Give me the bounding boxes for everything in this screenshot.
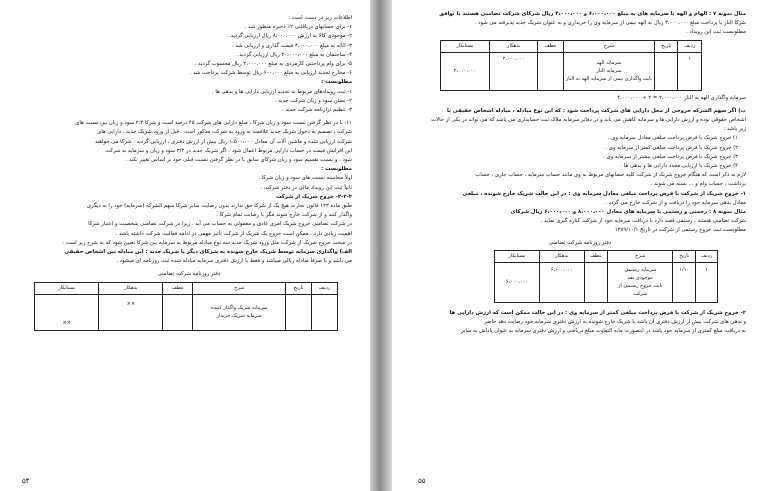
text-line: ۴- ساختمان به مبلغ ۲۰،۰۰۰،۰۰۰ ریال ارزیابی گردید . [235, 51, 352, 58]
case-item: ۲) خروج شریک با فرض پرداخت مبلغی کمتر از سرمایه وی . [605, 144, 738, 151]
text-line: ۱- ثبت رویدادهای مربوط به تجدید ارزیابی دارایی ها و بدهی ها . [212, 88, 352, 95]
desc-line: سرمایه الهه [596, 60, 622, 67]
col-header: تاریخ [673, 250, 696, 262]
cell-row-no [312, 294, 338, 330]
cell-desc [563, 52, 654, 90]
journal-title: دفتر روزنامه شرکت تضامنی [548, 239, 612, 246]
col-header: بستانکار [495, 250, 540, 262]
text-line: به دریافت مبلغ کمتری از سرمایه خود باشد در اینصورت مابه التفاوت مبلغ دریافتی و ارزش دفتری سرمایه به عنوان پاداش به سایر [461, 328, 746, 335]
cell-ref [584, 262, 608, 302]
desc-line: موجودی نقد [627, 275, 653, 282]
text-line: برداشت ، حساب وام و ... بسته می شوند . [650, 181, 746, 188]
col-header: شرح [563, 40, 654, 52]
cell-credit: ×× [35, 294, 99, 330]
text-line: شرکت ارزیابی شده و ماشین آلات آن معادل ۱،۵۰۰،۰۰۰ ریال بیش از ارزش دفتری ، ارزیابی گردید . شرکا می خواهند [94, 138, 352, 145]
col-header: تاریخ [286, 282, 312, 294]
text-line: ۶- مخارج تجدید ارزیابی به مبلغ ۶۰۰،۰۰۰ ریال توسط شرکت پرداخت شد . [189, 70, 352, 77]
section-b-heading: ب) اگر سهم الشرکه خروجی از محل دارایی های شرکت پرداخت شود : که این نوع مبادله ، مبادله اشخاص حقیقی با [446, 107, 746, 114]
text-line: واگذار کنند و از شرکت خارج شوند مگر با رضایت تمام شرکا . [216, 212, 352, 219]
text-line: مطلوبست ثبت خروج رستمی از شرکت در تاریخ ۱۳۸۹/۱۰/۱ [614, 227, 746, 234]
col-header: ردیف [312, 282, 338, 294]
case-item: ۴) خروج شریک با ارزیابی مجدد دارایی ها و بدهی ها . [620, 163, 738, 170]
note-line: سرمایه واگذاری الهه به الناز ۲،۰۰۰،۰۰۰ = ۲ ÷ ۴،۰۰۰،۰۰۰ [617, 94, 746, 101]
cell-row-no: ۱ [696, 262, 718, 302]
cell-credit: ۲،۰۰۰،۰۰۰ [441, 52, 490, 90]
col-header: شرح [193, 282, 286, 294]
journal-table-2 [494, 250, 718, 303]
col-header: شرح [608, 250, 673, 262]
journal-table-1 [440, 40, 702, 91]
col-header: بدهکار [99, 282, 163, 294]
col-header: عطف [538, 40, 563, 52]
text-line: و بدهی های شرکت بیش از ارزش دفتری آن باشد یا شریک خارج شونده به ارزش دفتری سرمایه خود رضایت دهد حاضر [484, 319, 746, 326]
text-line: الف) واگذاری سرمایه توسط شریک خارج شونده به شرکای دیگر یا شریک جدید : این مبادله بین اشخاص حقیقی [64, 249, 352, 256]
table-row [35, 294, 338, 330]
desc-line: سرمایه شریک خریدار [216, 313, 262, 320]
text-line: ۲- بستن سود و زیان شرکت جدید . [274, 97, 352, 104]
cell-ref [538, 52, 563, 90]
text-line: اشخاص حقوقی بوده و ارزش دارایی ها و سرمایه کاهش می یابد و در دفاتر سرمایه ملاک ثبت حسابداری می باشد که می تواند در یکی از حالات [431, 117, 746, 124]
text-line: شود ، و نسبت تقسیم سود و زیان شرکای سابق با در نظر گرفتن نسبت قبلی خود بر اساس تغییر نکند . [125, 157, 352, 164]
journal-header-row [495, 250, 718, 262]
left-page [0, 0, 370, 491]
desc-line: سرمایه رستمی [624, 267, 657, 274]
cell-row-no: ۱ [678, 52, 702, 90]
journal-table [34, 282, 338, 331]
text-line: طبق ماده ۱۲۳ قانون تجارت هیچ یک از شرکا حق ندارند بدون رضایت سایر شرکا سهم الشرکه (سرمایه) خود را به دیگری [86, 203, 352, 210]
cell-ref [163, 294, 193, 330]
col-header: بدهکار [539, 250, 584, 262]
text-line: ۳- تنظیم ترازنامه شرکت جدید . [282, 107, 352, 114]
text-line: در مبحث خروج شریک از شرکت مثل ورود شریک جدید سه نوع مبادله مربوط به سرمایه بین شرکا تعیین شود که به شرح زیر است : [62, 239, 352, 246]
desc-line: سرمایه شریک واگذار کننده [211, 305, 268, 312]
table-row [495, 262, 718, 302]
text-line: شرکا الناز با پرداخت مبلغ ۳،۰۰۰،۰۰۰ ریال به الهه نیمی از سرمایه وی را خریداری و به عنوان شریک جدید پذیرفته می شود . [474, 20, 746, 27]
text-line: اولاً محاسبه نسبت های سود و زیان شرکا . [258, 175, 352, 182]
table-row [441, 52, 702, 90]
page-number: ۵۴ [22, 477, 30, 485]
right-page [392, 0, 768, 491]
text-line: شرکت ، تصمیم به دخول شریک جدید علاقمند به ورود به شرکت مذکور است . قبل از ورود شریک جدید ، دارایی های [97, 129, 352, 136]
col-header: عطف [584, 250, 608, 262]
example-heading: مثال نمونه ۸ : رحمتی و رستمی با سرمایه های معادل ۸،۰۰۰،۰۰۰ و ۶،۰۰۰،۰۰۰ ریال شرکای [510, 209, 746, 216]
required-heading-2: مطلوبست : [321, 166, 352, 173]
section-heading: ۲-۲-۳- خروج شریک از شرکت [276, 193, 352, 200]
text-line: زیر باشد : [723, 126, 746, 133]
text-line: شرکت تضامنی هستند . رستمی قصد دارد با دریافت سرمایه خود از شرکت کناره گیری نماید . [540, 218, 746, 225]
cell-debit: ۲،۰۰۰،۰۰۰ [489, 52, 538, 90]
col-header: تاریخ [655, 40, 678, 52]
text-line: در شرکت تضامنی خروج شریک امری عادی و معمولی به حساب می آید . زیرا در شرکت تضامنی شخصیت و اعتبار شرکا [88, 221, 352, 228]
journal-title: دفتر روزنامه شرکت تضامنی [157, 271, 221, 278]
text-line: اهمیت زیادی دارد . ممکن است خروج یک شریک از شرکت تأثیر مهمی در ادامه فعالیت شرکت داشته باشد . [115, 230, 352, 237]
book-gutter [370, 0, 392, 491]
text-line: ۳- اثاثه به مبلغ ۳،۰۰۰،۰۰۰ قیمت گذاری و ارزیابی شد . [231, 42, 352, 49]
text-line: ۲- موجودی کالا به ارزش ۸،۰۰۰،۰۰۰ ریال ارزیابی گردید . [227, 33, 352, 40]
col-header: ردیف [678, 40, 702, 52]
desc-line: بابت خروج رستمی از شرکت [617, 283, 663, 298]
text-line: مطلوبست ثبت این رویداد . [686, 29, 746, 36]
text-line: ۱۱- با در نظر گرفتن نسبت سود و زیان شرکا ، مبلغ دارایی های شرکت ۴۵ درصد است و شرکا ۲:۳ سود و زیان بین نسبت های [75, 120, 352, 127]
col-header: ردیف [696, 250, 718, 262]
journal-header-row [441, 40, 702, 52]
journal-header-row [35, 282, 338, 294]
text-line: ثانیاً ثبت این رویداد مالی در دفتر شرکت . [260, 184, 352, 191]
text-line: این افزایش قیمت در حساب دارایی مربوط اعمال شود . اگر شریک جدید در ۳/۴ سود و زیان و سرمایه به شرکت [105, 147, 352, 154]
text-line: ۱- برای حسابهای دریافتنی ۲٪ ذخیره منظور شد . [244, 24, 352, 31]
page-number: ۵۵ [418, 477, 426, 485]
cell-credit: ۶،۰۰۰،۰۰۰ [495, 262, 540, 302]
subsection-heading-1: ۱- خروج شریک از شرکت با فرض پرداخت مبلغی معادل سرمایه وی : در این حالت شریک خارج شونده ، مبلغی [462, 190, 746, 197]
col-header: عطف [163, 282, 193, 294]
subsection-heading-2: ۲- خروج شریک از شرکت با فرض پرداخت مبلغی کمتر از سرمایه وی : در این حالت ممکن است که ارزش دارایی ها [449, 309, 746, 316]
left-top-list [26, 14, 352, 78]
case-item: ۳) خروج شریک با فرض پرداخت مبلغی بیشتر از سرمایه وی . [603, 153, 738, 160]
text-line: لازم به ذکر است که هنگام خروج شریک از شرکت کلیه حسابهای مربوط به وی مانند حساب سرمایه ، حساب جاری ، حساب [475, 172, 746, 179]
case-item: ۱) خروج شریک با فرض پرداخت مبلغی معادل سرمایه وی . [607, 135, 738, 142]
col-header: بدهکار [489, 40, 538, 52]
cell-date [655, 52, 678, 90]
text-line: می باشد و یا صرفاً مبادله ریالی میباشد و فقط با ارزش دفتری سرمایه مبادله شده ثبت روزنامه ای میشود . [116, 258, 352, 265]
desc-line: سرمایه الناز [596, 68, 622, 75]
cell-date [286, 294, 312, 330]
cell-desc [608, 262, 673, 302]
text-line: اطلاعات زیر در دست است : [288, 15, 352, 21]
required-heading: مطلوبست : [321, 79, 352, 86]
desc-line: بابت واگذاری نیمی از سرمایه الهه به الناز [565, 76, 653, 83]
text-line: ۵- برای وام پرداختنی کارمزدی به مبلغ ۲،۰۰۰،۰۰۰ ریال محسوب گردید . [194, 61, 352, 68]
col-header: بستانکار [441, 40, 490, 52]
cell-debit: ×× [99, 294, 163, 330]
cell-desc [193, 294, 286, 330]
cell-date: ۱/۱۰ [673, 262, 696, 302]
col-header: بستانکار [35, 282, 99, 294]
cell-debit: ۶،۰۰۰،۰۰۰ [539, 262, 584, 302]
text-line: معادل بدهی سرمایه خود را دریافت و از شرکت خارج می گردد . [605, 199, 746, 206]
example-heading: مثال نمونه ۷ : الهام و الهه با سرمایه های به مبلغ ۶،۰۰۰،۰۰۰ و ۴،۰۰۰،۰۰۰ ریال شرکای شرکت تضامنی هستند با توافق [439, 11, 746, 17]
